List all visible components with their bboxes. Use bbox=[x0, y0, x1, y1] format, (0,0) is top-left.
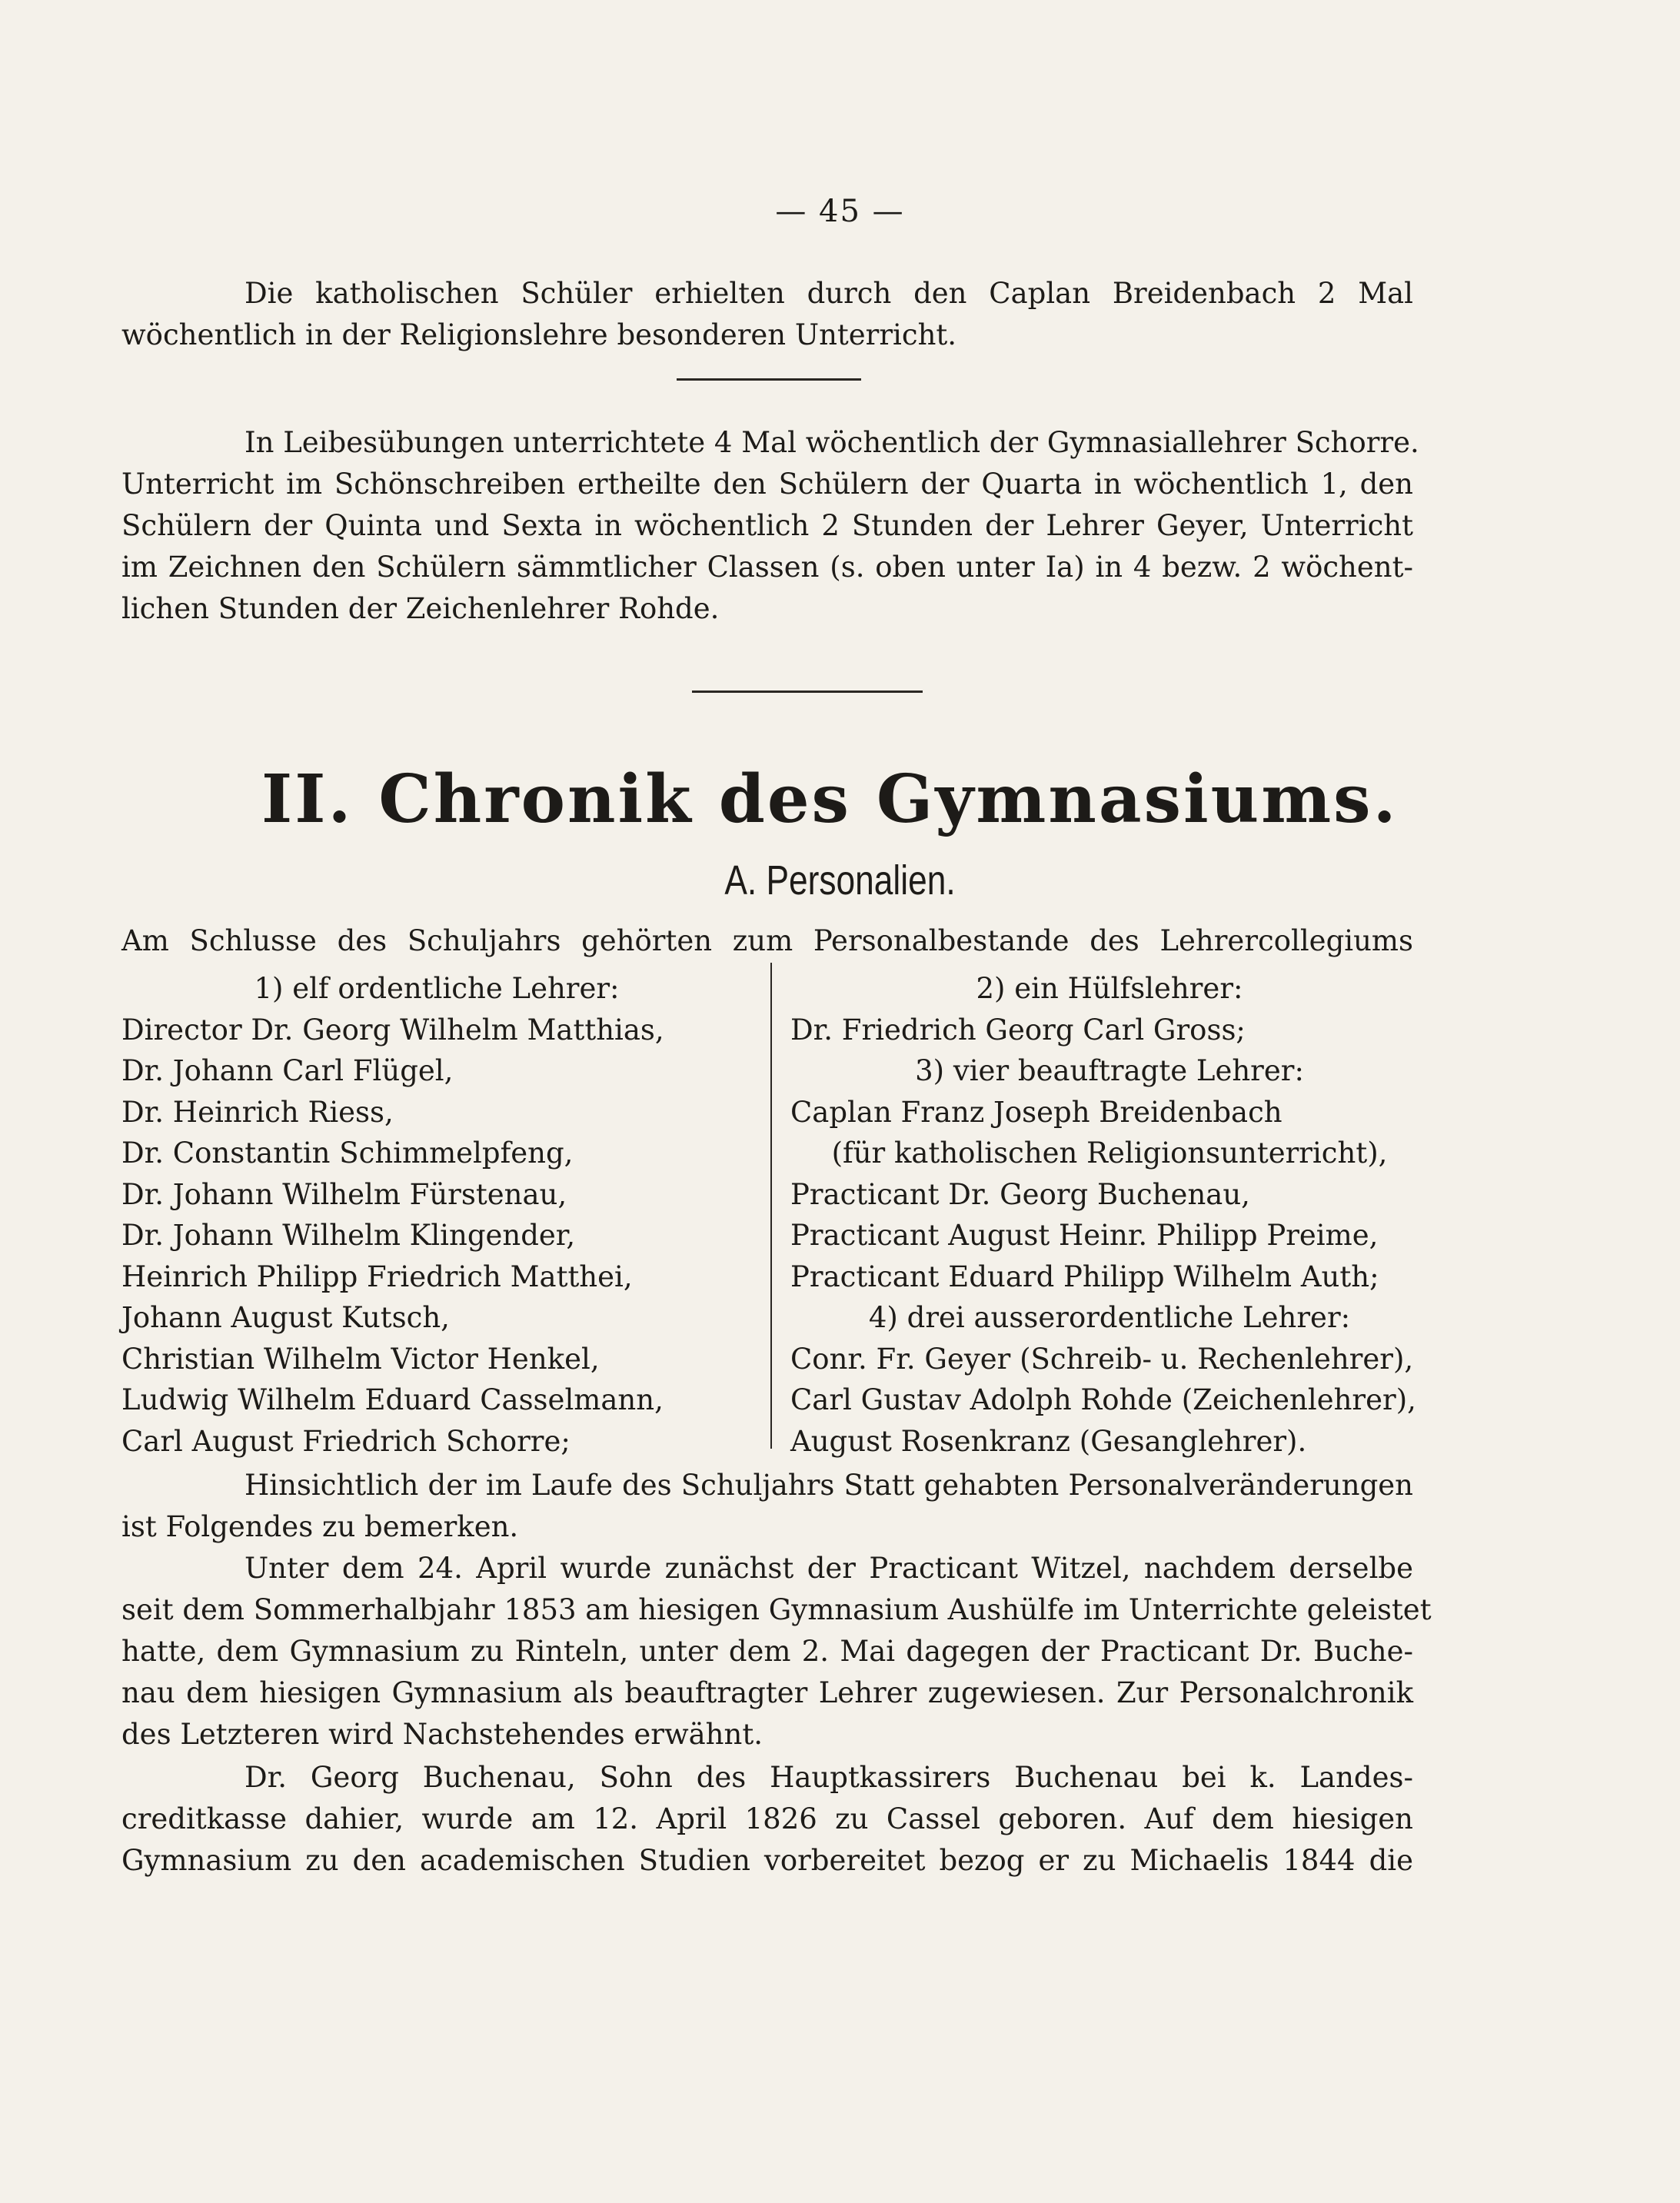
paragraph-line: Unterricht im Schönschreiben ertheilte den Schülern der Quarta in wöchentlich 1, den bbox=[121, 468, 1413, 501]
list-item: Caplan Franz Joseph Breidenbach bbox=[790, 1095, 1282, 1129]
separator-rule bbox=[692, 691, 923, 693]
right-column bbox=[790, 970, 1429, 1464]
list-item: Dr. Johann Wilhelm Klingender, bbox=[121, 1219, 576, 1252]
paragraph-line: In Leibesübungen unterrichtete 4 Mal wöchentlich der Gymnasiallehrer Schorre. bbox=[245, 426, 1419, 459]
paragraph-line: Unter dem 24. April wurde zunächst der Practicant Witzel, nachdem derselbe bbox=[245, 1552, 1413, 1585]
paragraph-line: Die katholischen Schüler erhielten durch den Caplan Breidenbach 2 Mal bbox=[245, 277, 1413, 310]
left-column bbox=[121, 970, 752, 1464]
list-item: Dr. Johann Carl Flügel, bbox=[121, 1054, 454, 1087]
list-item: Dr. Friedrich Georg Carl Gross; bbox=[790, 1013, 1246, 1047]
chapter-title: II. Chronik des Gymnasiums. bbox=[261, 760, 1399, 838]
list-item: August Rosenkranz (Gesanglehrer). bbox=[790, 1424, 1307, 1458]
column-divider bbox=[770, 963, 772, 1449]
list-item: Carl August Friedrich Schorre; bbox=[121, 1424, 571, 1458]
list-item: Dr. Constantin Schimmelpfeng, bbox=[121, 1136, 574, 1170]
list-heading: 4) drei ausserordentliche Lehrer: bbox=[868, 1301, 1351, 1334]
list-heading: 2) ein Hülfslehrer: bbox=[976, 972, 1243, 1005]
separator-rule bbox=[677, 378, 861, 381]
list-item: Carl Gustav Adolph Rohde (Zeichenlehrer), bbox=[790, 1383, 1416, 1416]
list-item: Ludwig Wilhelm Eduard Casselmann, bbox=[121, 1383, 664, 1416]
page-number: — 45 — bbox=[775, 194, 905, 229]
list-heading: 3) vier beauftragte Lehrer: bbox=[915, 1054, 1304, 1087]
paragraph-line: lichen Stunden der Zeichenlehrer Rohde. bbox=[121, 592, 720, 625]
paragraph-line: im Zeichnen den Schülern sämmtlicher Classen (s. oben unter Ia) in 4 bezw. 2 wöchent- bbox=[121, 551, 1413, 584]
paragraph-line: seit dem Sommerhalbjahr 1853 am hiesigen Gymnasium Aushülfe im Unterrichte geleistet bbox=[121, 1593, 1432, 1626]
list-item: Practicant August Heinr. Philipp Preime, bbox=[790, 1219, 1379, 1252]
list-item: Dr. Heinrich Riess, bbox=[121, 1095, 394, 1129]
section-title: A. Personalien. bbox=[724, 857, 956, 903]
paragraph-line: Dr. Georg Buchenau, Sohn des Hauptkassirers Buchenau bei k. Landes- bbox=[245, 1761, 1413, 1794]
paragraph-line: wöchentlich in der Religionslehre besonderen Unterricht. bbox=[121, 318, 957, 351]
paragraph-line: Gymnasium zu den academischen Studien vorbereitet bezog er zu Michaelis 1844 die bbox=[121, 1844, 1413, 1877]
list-item: Director Dr. Georg Wilhelm Matthias, bbox=[121, 1013, 664, 1047]
list-heading: 1) elf ordentliche Lehrer: bbox=[254, 972, 620, 1005]
paragraph-line: nau dem hiesigen Gymnasium als beauftragter Lehrer zugewiesen. Zur Personalchronik bbox=[121, 1676, 1413, 1709]
paragraph-line: Schülern der Quinta und Sexta in wöchentlich 2 Stunden der Lehrer Geyer, Unterricht bbox=[121, 509, 1413, 542]
paragraph-line: hatte, dem Gymnasium zu Rinteln, unter dem 2. Mai dagegen der Practicant Dr. Buche- bbox=[121, 1635, 1413, 1668]
paragraph-line: ist Folgendes zu bemerken. bbox=[121, 1510, 519, 1543]
paragraph-line: des Letzteren wird Nachstehendes erwähnt. bbox=[121, 1718, 763, 1751]
list-item: Dr. Johann Wilhelm Fürstenau, bbox=[121, 1177, 567, 1211]
paragraph-line: creditkasse dahier, wurde am 12. April 1826 zu Cassel geboren. Auf dem hiesigen bbox=[121, 1802, 1413, 1835]
list-item: Johann August Kutsch, bbox=[121, 1301, 450, 1334]
list-item: Practicant Eduard Philipp Wilhelm Auth; bbox=[790, 1260, 1379, 1293]
list-item: Practicant Dr. Georg Buchenau, bbox=[790, 1177, 1250, 1211]
list-item: Christian Wilhelm Victor Henkel, bbox=[121, 1342, 600, 1376]
lead-line: Am Schlusse des Schuljahrs gehörten zum Personalbestande des Lehrercollegiums bbox=[121, 924, 1413, 957]
list-item: Conr. Fr. Geyer (Schreib- u. Rechenlehrer), bbox=[790, 1342, 1414, 1376]
list-item: (für katholischen Religionsunterricht), bbox=[831, 1136, 1388, 1170]
paragraph-line: Hinsichtlich der im Laufe des Schuljahrs Statt gehabten Personalveränderungen bbox=[245, 1469, 1413, 1502]
list-item: Heinrich Philipp Friedrich Matthei, bbox=[121, 1260, 633, 1293]
